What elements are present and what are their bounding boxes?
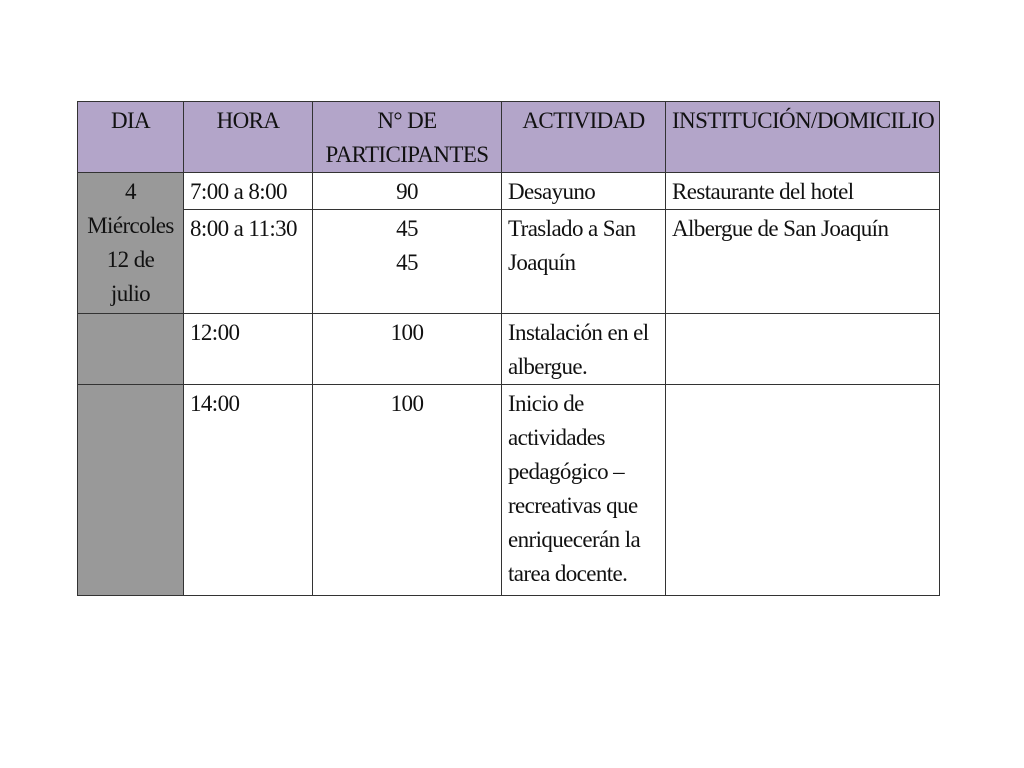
participantes-cell [313,210,502,314]
hora-cell: 12:00 [184,314,313,385]
header-institucion: INSTITUCIÓN/DOMICILIO [666,102,940,173]
table-row [78,173,940,210]
header-participantes-line1: N° DE [377,108,437,133]
participantes-value: 90 [396,179,418,204]
participantes-value: 45 [396,216,418,241]
actividad-cell: Instalación en el albergue. [502,314,666,385]
participantes-cell [313,173,502,210]
header-row [78,102,940,173]
institucion-cell [666,385,940,596]
actividad-cell: Inicio de actividades pedagógico – recreativas que enriquecerán la tarea docente. [502,385,666,596]
hora-cell: 7:00 a 8:00 [184,173,313,210]
hora-cell: 14:00 [184,385,313,596]
participantes-cell [313,314,502,385]
table-row [78,314,940,385]
table-row [78,210,940,314]
participantes-value: 100 [390,320,424,345]
day-cell-empty [78,314,184,385]
day-cell [78,173,184,314]
day-weekday: Miércoles [87,213,174,238]
table-row [78,385,940,596]
hora-cell: 8:00 a 11:30 [184,210,313,314]
day-month: julio [110,281,151,306]
institucion-cell: Restaurante del hotel [666,173,940,210]
actividad-cell: Desayuno [502,173,666,210]
institucion-cell [666,314,940,385]
participantes-cell [313,385,502,596]
participantes-value: 100 [390,391,424,416]
institucion-cell: Albergue de San Joaquín [666,210,940,314]
participantes-value: 45 [396,250,418,275]
schedule-table [77,101,940,596]
header-participantes-line2: PARTICIPANTES [325,142,489,167]
day-date: 12 de [106,247,155,272]
header-hora: HORA [184,102,313,173]
day-cell-empty [78,385,184,596]
day-number: 4 [125,179,136,204]
header-participantes [313,102,502,173]
header-dia: DIA [78,102,184,173]
actividad-cell: Traslado a San Joaquín [502,210,666,314]
header-actividad: ACTIVIDAD [502,102,666,173]
